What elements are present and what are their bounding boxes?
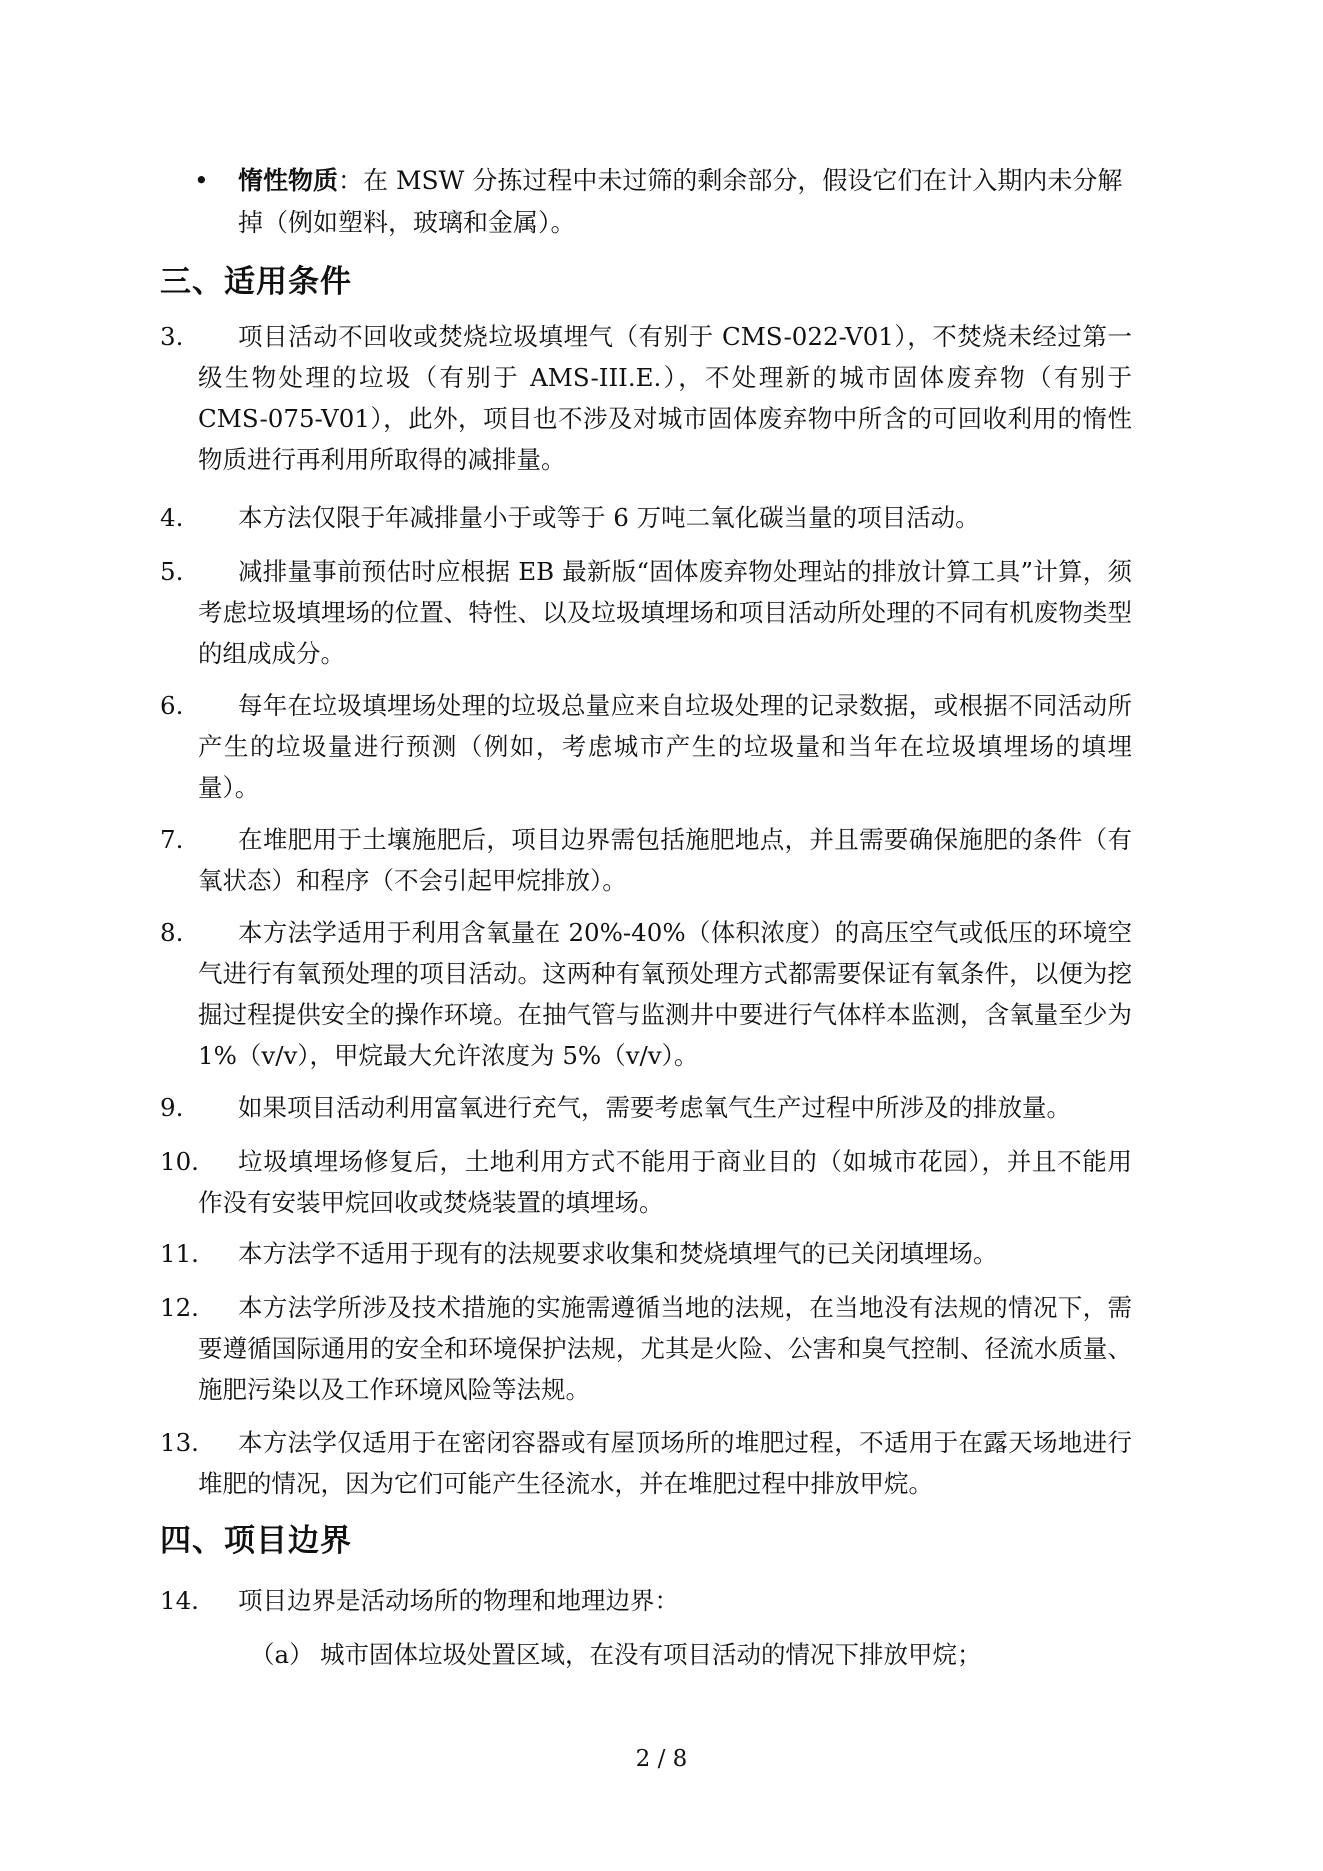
bullet-text: ：在 MSW 分拣过程中未过筛的剩余部分，假设它们在计入期内未分解掉（例如塑料，玻璃和金属）。: [238, 166, 1123, 237]
item-number: 7.: [160, 825, 184, 854]
list-item: [160, 1422, 1132, 1504]
sub-item-text: 城市固体垃圾处置区域，在没有项目活动的情况下排放甲烷；: [320, 1640, 982, 1669]
list-item: [160, 912, 1132, 1076]
item-text: 减排量事前预估时应根据 EB 最新版“固体废弃物处理站的排放计算工具”计算，须考虑垃圾填埋场的位置、特性、以及垃圾填埋场和项目活动所处理的不同有机废物类型的组成成分。: [198, 557, 1132, 668]
list-item: [160, 1580, 1132, 1621]
list-item: [160, 1233, 1132, 1274]
list-item: [160, 316, 1132, 480]
list-item: [160, 1287, 1132, 1410]
item-text: 本方法学所涉及技术措施的实施需遵循当地的法规，在当地没有法规的情况下，需要遵循国际通用的安全和环境保护法规，尤其是火险、公害和臭气控制、径流水质量、施肥污染以及工作环境风险等法规。: [198, 1293, 1132, 1404]
list-item: [160, 819, 1132, 901]
item-number: 12.: [160, 1293, 199, 1322]
item-text: 本方法学仅适用于在密闭容器或有屋顶场所的堆肥过程，不适用于在露天场地进行堆肥的情况，因为它们可能产生径流水，并在堆肥过程中排放甲烷。: [198, 1428, 1132, 1498]
bullet-icon: •: [194, 166, 209, 195]
item-text: 项目活动不回收或焚烧垃圾填埋气（有别于 CMS-022-V01），不焚烧未经过第一级生物处理的垃圾（有别于 AMS-III.E.），不处理新的城市固体废弃物（有别于 CMS-075-V01），此外，项目也不涉及对城市固体废弃物中所含的可回收利用的惰性物质进行再利用所取得的减排量。: [198, 322, 1132, 474]
list-item: [160, 1087, 1132, 1128]
item-text: 在堆肥用于土壤施肥后，项目边界需包括施肥地点，并且需要确保施肥的条件（有氧状态）和程序（不会引起甲烷排放）。: [198, 825, 1132, 895]
sub-item-label: （a）: [250, 1640, 314, 1669]
item-number: 14.: [160, 1586, 199, 1615]
list-item: [160, 497, 1132, 538]
section-heading-applicability: 三、适用条件: [160, 264, 352, 300]
item-text: 如果项目活动利用富氧进行充气，需要考虑氧气生产过程中所涉及的排放量。: [238, 1093, 1071, 1122]
item-text: 每年在垃圾填埋场处理的垃圾总量应来自垃圾处理的记录数据，或根据不同活动所产生的垃圾量进行预测（例如，考虑城市产生的垃圾量和当年在垃圾填埋场的填埋量）。: [198, 691, 1132, 802]
section-heading-project-boundary: 四、项目边界: [160, 1523, 352, 1559]
item-number: 3.: [160, 322, 184, 351]
item-number: 13.: [160, 1428, 199, 1457]
item-number: 11.: [160, 1239, 199, 1268]
page-number: 2 / 8: [635, 1746, 688, 1772]
bullet-item-inert-material: [194, 160, 1138, 244]
bullet-term: 惰性物质: [238, 166, 339, 195]
list-item: [160, 685, 1132, 808]
item-text: 本方法学不适用于现有的法规要求收集和焚烧填埋气的已关闭填埋场。: [238, 1239, 998, 1268]
item-number: 5.: [160, 557, 184, 586]
list-item: [160, 1141, 1132, 1223]
item-number: 10.: [160, 1147, 199, 1176]
item-text: 项目边界是活动场所的物理和地理边界：: [238, 1586, 679, 1615]
item-text: 垃圾填埋场修复后，土地利用方式不能用于商业目的（如城市花园），并且不能用作没有安装甲烷回收或焚烧装置的填埋场。: [198, 1147, 1132, 1217]
item-number: 6.: [160, 691, 184, 720]
item-text: 本方法学适用于利用含氧量在 20%-40%（体积浓度）的高压空气或低压的环境空气进行有氧预处理的项目活动。这两种有氧预处理方式都需要保证有氧条件，以便为挖掘过程提供安全的操作环境。在抽气管与监测井中要进行气体样本监测，含氧量至少为 1%（v/v），甲烷最大允许浓度为 5%（v/v）。: [198, 918, 1132, 1070]
item-text: 本方法仅限于年减排量小于或等于 6 万吨二氧化碳当量的项目活动。: [238, 503, 980, 532]
list-item: [160, 551, 1132, 674]
sub-list-item: [250, 1634, 982, 1675]
item-number: 4.: [160, 503, 184, 532]
item-number: 9.: [160, 1093, 184, 1122]
item-number: 8.: [160, 918, 184, 947]
